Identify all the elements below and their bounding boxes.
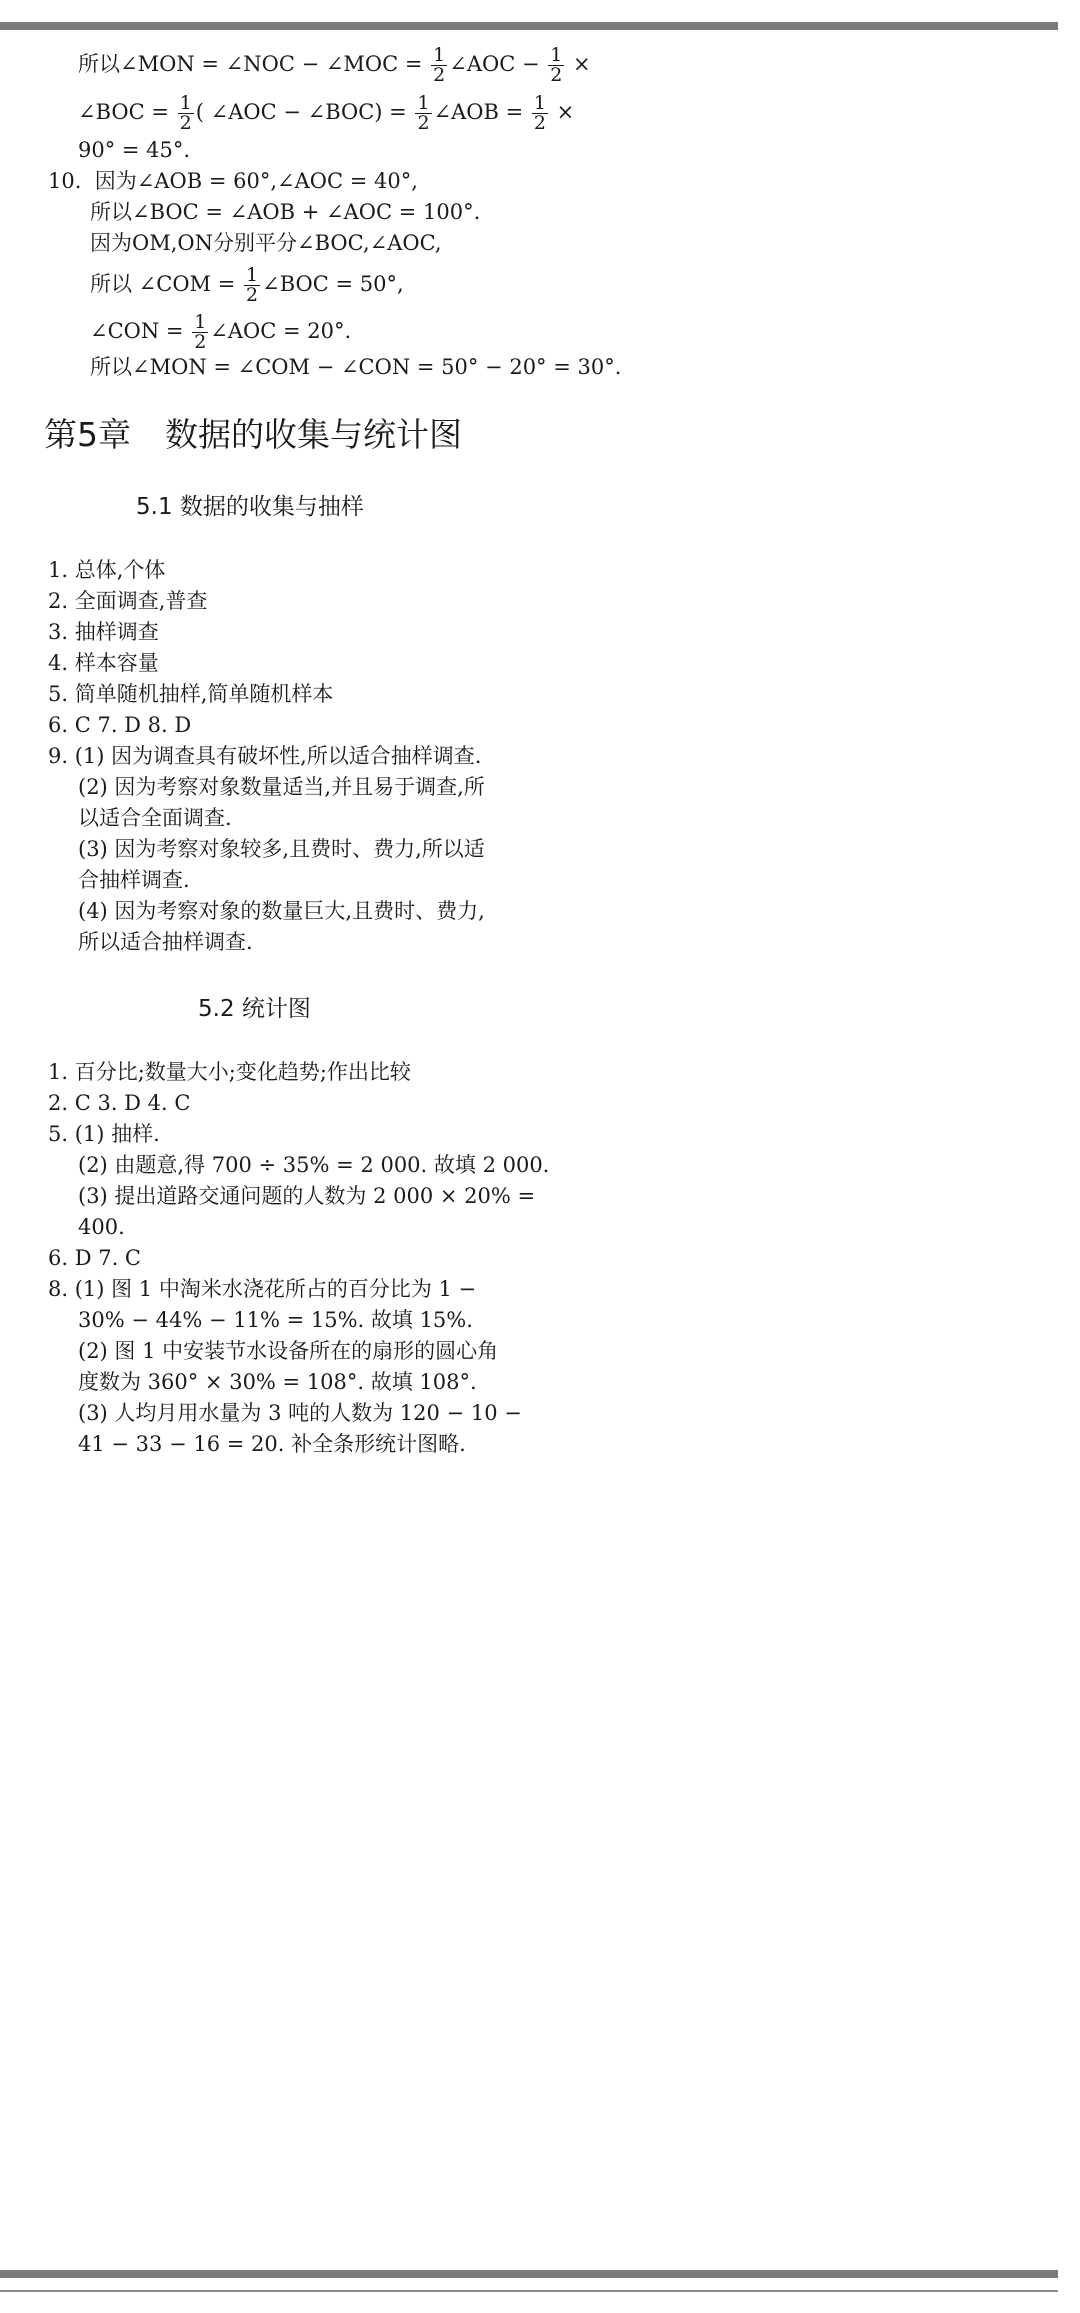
fraction-half: $\frac{1}{2}$ (179, 92, 192, 134)
prev-line-1: 所以∠MON = ∠NOC − ∠MOC = $\frac{1}{2}$ ∠AOC − $\frac{1}{2}$ × (78, 44, 591, 86)
answer-line: 以适合全面调查. (78, 806, 232, 830)
answer-line: 5. (1) 抽样. (48, 1122, 160, 1146)
answer-line: 6. C 7. D 8. D (48, 713, 192, 737)
answer-line: 400. (78, 1215, 125, 1239)
fraction-half: $\frac{1}{2}$ (550, 44, 563, 86)
answer-line: (3) 提出道路交通问题的人数为 2 000 × 20% = (78, 1184, 536, 1208)
answer-line: (3) 人均月用水量为 3 吨的人数为 120 − 10 − (78, 1401, 522, 1425)
answer-line: 41 − 33 − 16 = 20. 补全条形统计图略. (78, 1432, 466, 1456)
fraction-half: $\frac{1}{2}$ (246, 264, 259, 306)
answer-line: 合抽样调查. (78, 868, 190, 892)
fraction-half: $\frac{1}{2}$ (533, 92, 546, 134)
answer-line: (3) 因为考察对象较多,且费时、费力,所以适 (78, 837, 485, 861)
fraction-half: $\frac{1}{2}$ (417, 92, 430, 134)
answer-line: 5. 简单随机抽样,简单随机样本 (48, 682, 334, 706)
answer-line: (2) 由题意,得 700 ÷ 35% = 2 000. 故填 2 000. (78, 1153, 550, 1177)
bottom-rule (0, 2270, 1058, 2278)
answer-line: 6. D 7. C (48, 1246, 142, 1270)
top-rule (0, 22, 1058, 30)
q10-line-2: 所以∠BOC = ∠AOB + ∠AOC = 100°. (90, 200, 481, 224)
section-5-2-title: 5.2 统计图 (198, 996, 311, 1022)
chapter-heading (44, 410, 462, 460)
answer-line: 2. 全面调查,普查 (48, 589, 208, 613)
q10-line-1: 10. 因为∠AOB = 60°,∠AOC = 40°, (48, 169, 418, 193)
q10-line-3: 因为OM,ON分别平分∠BOC,∠AOC, (90, 231, 442, 255)
answer-line: 4. 样本容量 (48, 651, 159, 675)
chapter-number: 第5章 (44, 415, 131, 454)
bottom-thin-rule (0, 2290, 1058, 2292)
answer-line: 2. C 3. D 4. C (48, 1091, 191, 1115)
fraction-half: $\frac{1}{2}$ (194, 311, 207, 353)
prev-line-3: 90° = 45°. (78, 138, 191, 162)
answer-line: (4) 因为考察对象的数量巨大,且费时、费力, (78, 899, 485, 923)
answer-line: 3. 抽样调查 (48, 620, 159, 644)
answer-line: 9. (1) 因为调查具有破坏性,所以适合抽样调查. (48, 744, 482, 768)
chapter-title: 数据的收集与统计图 (165, 415, 462, 454)
fraction-half: $\frac{1}{2}$ (433, 44, 446, 86)
answer-line: 8. (1) 图 1 中淘米水浇花所占的百分比为 1 − (48, 1277, 477, 1301)
answer-line: 度数为 360° × 30% = 108°. 故填 108°. (78, 1370, 477, 1394)
q10-line-5: ∠CON = $\frac{1}{2}$ ∠AOC = 20°. (90, 311, 352, 353)
answer-line: 所以适合抽样调查. (78, 930, 253, 954)
q10-line-6: 所以∠MON = ∠COM − ∠CON = 50° − 20° = 30°. (90, 355, 622, 379)
answer-line: 30% − 44% − 11% = 15%. 故填 15%. (78, 1308, 473, 1332)
q10-line-4: 所以 ∠COM = $\frac{1}{2}$ ∠BOC = 50°, (90, 264, 404, 306)
answer-line: 1. 总体,个体 (48, 558, 166, 582)
prev-line-2: ∠BOC = $\frac{1}{2}$ ( ∠AOC − ∠BOC) = $\frac{1}{2}$ ∠AOB = $\frac{1}{2}$ × (78, 92, 575, 134)
section-5-1-title: 5.1 数据的收集与抽样 (136, 494, 364, 520)
answer-line: 1. 百分比;数量大小;变化趋势;作出比较 (48, 1060, 411, 1084)
answer-line: (2) 因为考察对象数量适当,并且易于调查,所 (78, 775, 485, 799)
answer-line: (2) 图 1 中安装节水设备所在的扇形的圆心角 (78, 1339, 499, 1363)
